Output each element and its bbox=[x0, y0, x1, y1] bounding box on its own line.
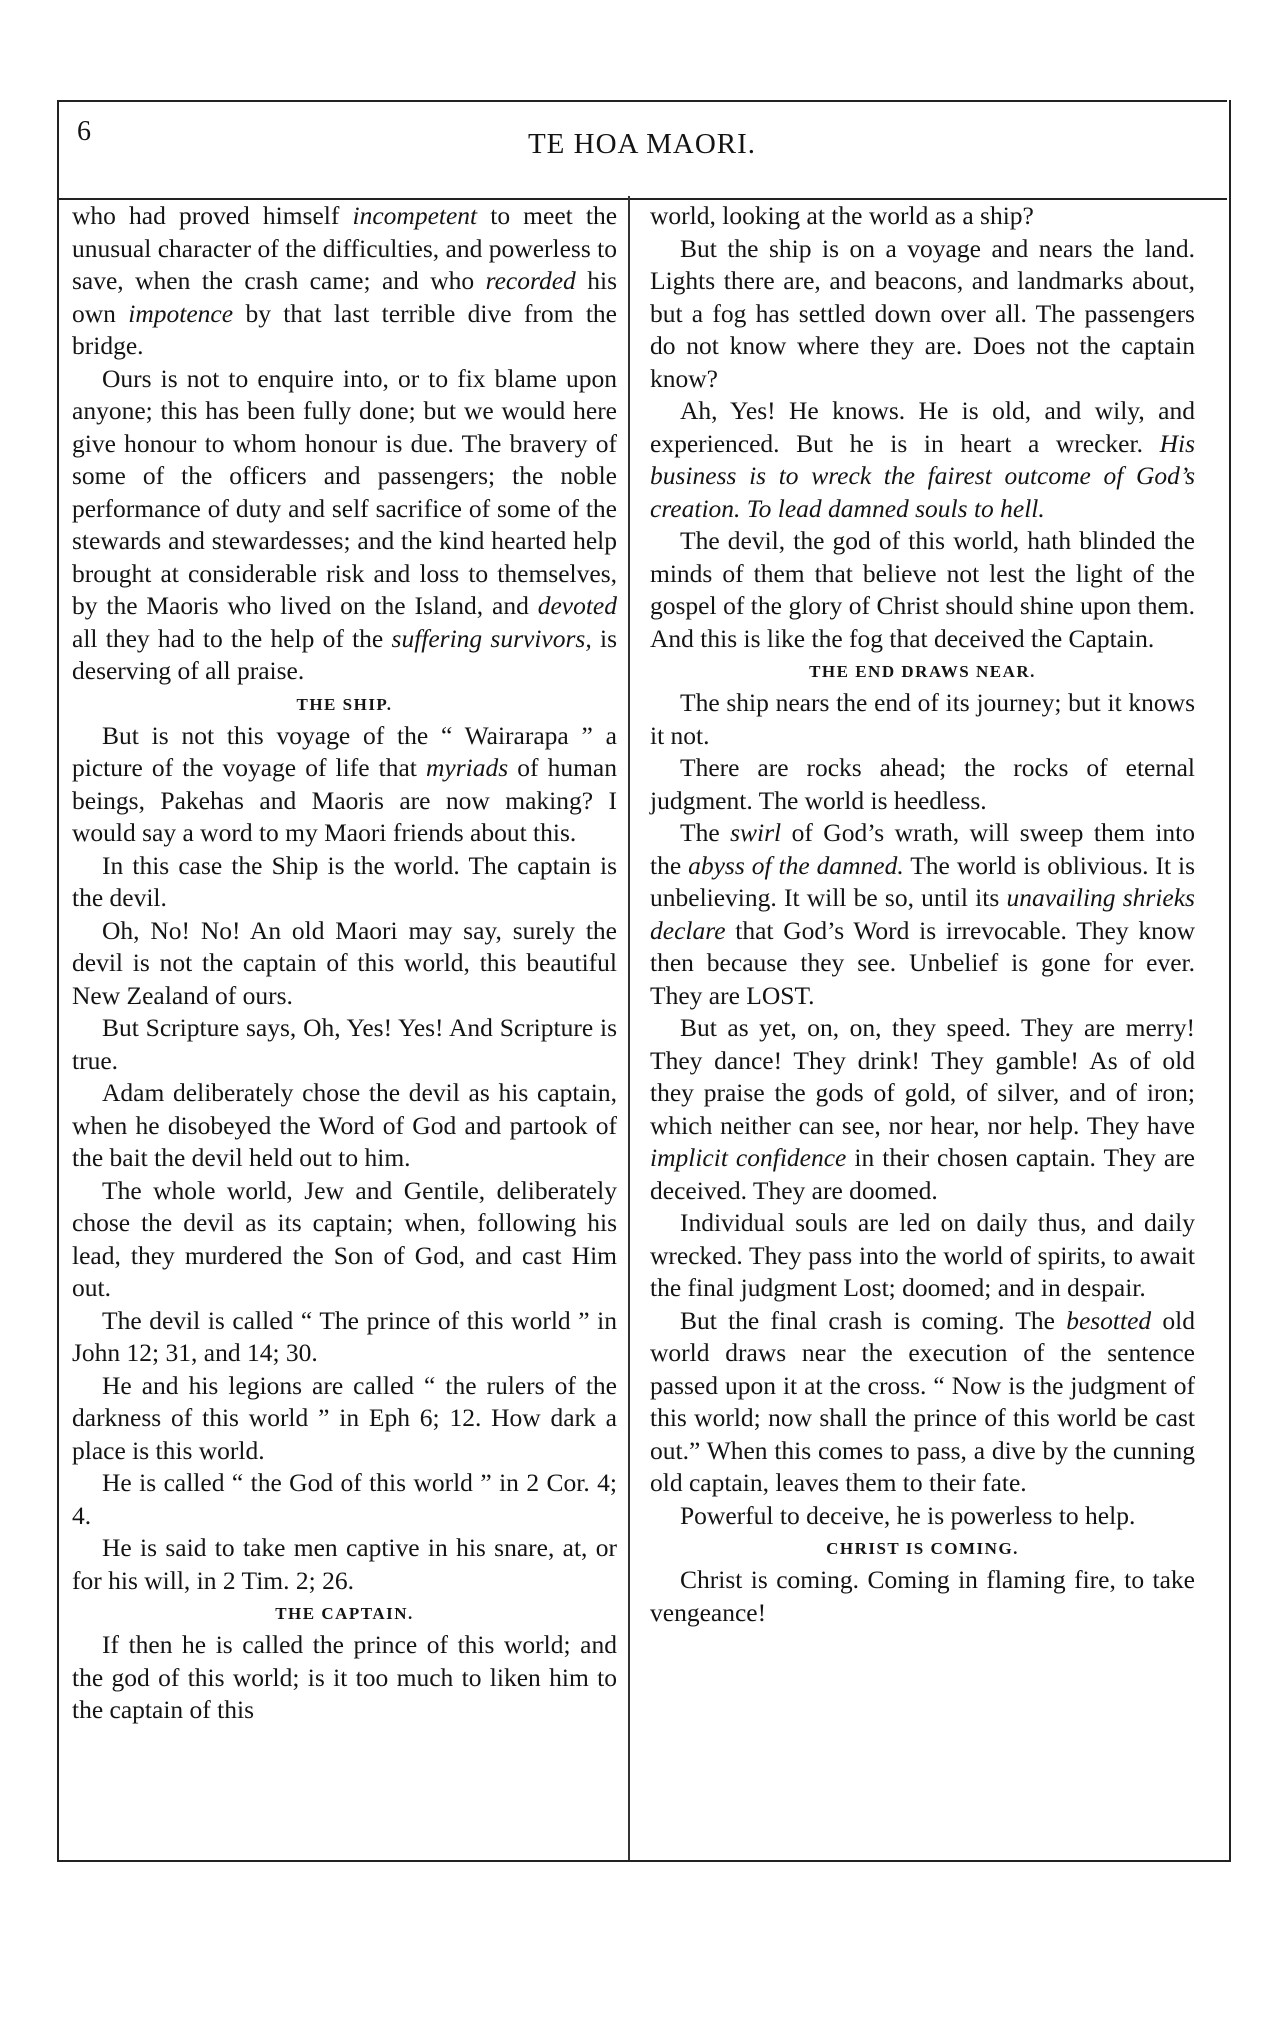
paragraph: Individual souls are led on daily thus, and daily wrecked. They pass into the world of spirits, to await the final judgment Lost; doomed; and in despair. bbox=[650, 1208, 1195, 1302]
paragraph: The swirl of God’s wrath, will sweep them into the abyss of the damned. The world is oblivious. It is unbelieving. It will be so, until its unavailing shrieks declare that God’s Word is irrevocable. They know then because they see. Unbelief is gone for ever. They are LOST. bbox=[650, 818, 1196, 1010]
running-title: TE HOA MAORI. bbox=[527, 128, 757, 160]
paragraph: world, looking at the world as a ship? bbox=[650, 201, 1034, 230]
paragraph: But the final crash is coming. The besotted old world draws near the execution of the sentence passed upon it at the cross. “ Now is the judgment of this world; now shall the prince of this world be cast out.” When this comes to pass, a dive by the cunning old captain, leaves them to their fate. bbox=[650, 1305, 1195, 1497]
paragraph: If then he is called the prince of this world; and the god of this world; is it too much to liken him to the captain of this bbox=[72, 1630, 617, 1724]
paragraph: The devil is called “ The prince of this world ” in John 12; 31, and 14; 30. bbox=[72, 1305, 617, 1367]
paragraph: The devil, the god of this world, hath blinded the minds of them that believe not lest the light of the gospel of the glory of Christ should shine upon them. And this is like the fog that deceived the Captain. bbox=[650, 526, 1195, 653]
section-heading-christ-is-coming: CHRIST IS COMING. bbox=[826, 1539, 1019, 1558]
paragraph: But as yet, on, on, they speed. They are merry! They dance! They drink! They gamble! As of old they praise the gods of gold, of silver, and of iron; which neither can see, nor hear, nor help. They have implicit confidence in their chosen captain. They are deceived. They are doomed. bbox=[650, 1013, 1195, 1205]
paragraph: In this case the Ship is the world. The captain is the devil. bbox=[72, 850, 617, 912]
bottom-rule bbox=[57, 1860, 1229, 1862]
paragraph: He and his legions are called “ the rulers of the darkness of this world ” in Eph 6; 12. How dark a place is this world. bbox=[72, 1370, 617, 1465]
page-number: 6 bbox=[77, 116, 91, 147]
paragraph: Christ is coming. Coming in flaming fire, to take vengeance! bbox=[650, 1565, 1195, 1627]
paragraph: Adam deliberately chose the devil as his captain, when he disobeyed the Word of God and partook of the bait the devil held out to him. bbox=[72, 1078, 617, 1172]
paragraph: The whole world, Jew and Gentile, deliberately chose the devil as its captain; when, following his lead, they murdered the Son of God, and cast Him out. bbox=[72, 1175, 617, 1302]
page-header bbox=[57, 100, 1227, 200]
section-heading-the-captain: THE CAPTAIN. bbox=[275, 1604, 414, 1623]
right-column bbox=[650, 200, 1195, 1629]
paragraph: Ours is not to enquire into, or to fix blame upon anyone; this has been fully done; but we would here give honour to whom honour is due. The bravery of some of the officers and passengers; the noble performance of duty and self sacrifice of some of the stewards and stewardesses; and the kind hearted help brought at considerable risk and loss to themselves, by the Maoris who lived on the Island, and devoted all they had to the help of the suffering survivors, is deserving of all praise. bbox=[72, 363, 617, 685]
paragraph: The ship nears the end of its journey; but it knows it not. bbox=[650, 688, 1195, 750]
paragraph: There are rocks ahead; the rocks of eternal judgment. The world is heedless. bbox=[650, 753, 1195, 815]
section-heading-the-ship: THE SHIP. bbox=[296, 694, 393, 714]
paragraph: But the ship is on a voyage and nears the land. Lights there are, and beacons, and landmarks about, but a fog has settled down over all. The passengers do not know where they are. Does not the captain know? bbox=[650, 233, 1195, 393]
paragraph: Ah, Yes! He knows. He is old, and wily, and experienced. But he is in heart a wrecker. His business is to wreck the fairest outcome of God’s creation. To lead damned souls to hell. bbox=[650, 396, 1195, 523]
left-column bbox=[72, 200, 617, 1727]
column-divider bbox=[628, 196, 630, 1860]
paragraph: He is called “ the God of this world ” in 2 Cor. 4; 4. bbox=[72, 1468, 617, 1530]
paragraph: But Scripture says, Oh, Yes! Yes! And Scripture is true. bbox=[72, 1013, 617, 1075]
paragraph: He is said to take men captive in his snare, at, or for his will, in 2 Tim. 2; 26. bbox=[72, 1533, 617, 1595]
paragraph: Oh, No! No! An old Maori may say, surely the devil is not the captain of this world, this beautiful New Zealand of ours. bbox=[72, 915, 617, 1010]
paragraph: who had proved himself incompetent to meet the unusual character of the difficulties, and powerless to save, when the crash came; and who recorded his own impotence by that last terrible dive from the bridge. bbox=[72, 201, 618, 360]
paragraph: But is not this voyage of the “ Wairarapa ” a picture of the voyage of life that myriads of human beings, Pakehas and Maoris are now making? I would say a word to my Maori friends about this. bbox=[72, 720, 617, 847]
paragraph: Powerful to deceive, he is powerless to help. bbox=[680, 1500, 1136, 1530]
section-heading-end-draws-near: THE END DRAWS NEAR. bbox=[809, 662, 1036, 681]
